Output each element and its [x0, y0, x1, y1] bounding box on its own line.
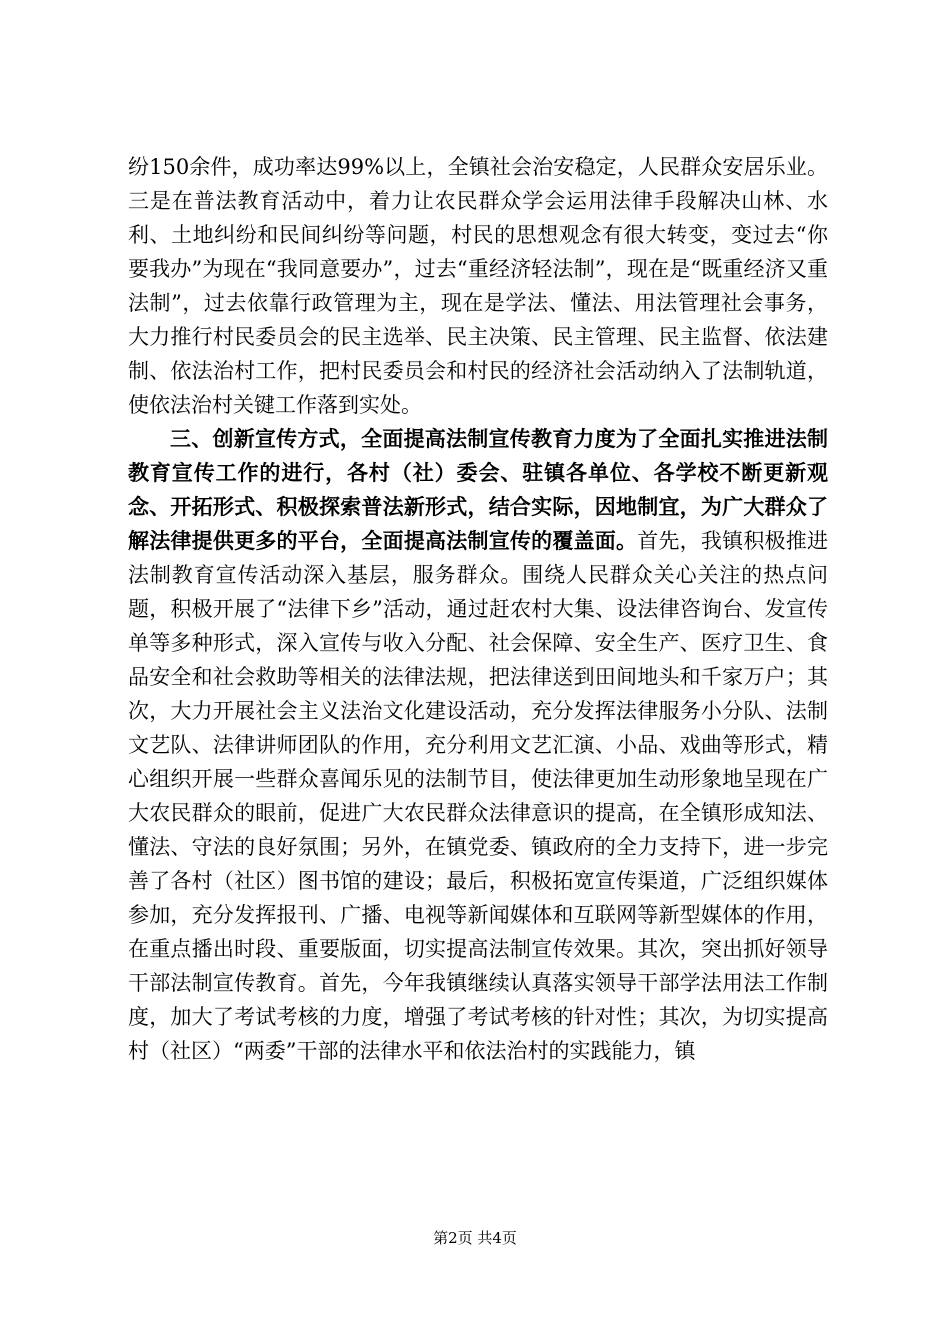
section-heading: 三、创新宣传方式，全面提高法制宣传教育力度为了全面扎实推进法制教育宣传工作的进行，各村（社）委会、驻镇各单位、各学校不断更新观念、开拓形式、积极探索普法新形式，结合实际，因地制宜，为广大群众了解法律提供更多的平台，全面提高法制宣传的覆盖面。 — [128, 426, 828, 553]
document-body — [128, 150, 828, 1068]
section-body: 首先，我镇积极推进法制教育宣传活动深入基层，服务群众。围绕人民群众关心关注的热点问题，积极开展了“法律下乡”活动，通过赶农村大集、设法律咨询台、发宣传单等多种形式，深入宣传与收入分配、社会保障、安全生产、医疗卫生、食品安全和社会救助等相关的法律法规，把法律送到田间地头和千家万户；其次，大力开展社会主义法治文化建设活动，充分发挥法律服务小分队、法制文艺队、法律讲师团队的作用，充分利用文艺汇演、小品、戏曲等形式，精心组织开展一些群众喜闻乐见的法制节目，使法律更加生动形象地呈现在广大农民群众的眼前，促进广大农民群众法律意识的提高，在全镇形成知法、懂法、守法的良好氛围；另外，在镇党委、镇政府的全力支持下，进一步完善了各村（社区）图书馆的建设；最后，积极拓宽宣传渠道，广泛组织媒体参加，充分发挥报刊、广播、电视等新闻媒体和互联网等新型媒体的作用，在重点播出时段、重要版面，切实提高法制宣传效果。其次，突出抓好领导干部法制宣传教育。首先，今年我镇继续认真落实领导干部学法用法工作制度，加大了考试考核的力度，增强了考试考核的针对性；其次，为切实提高村（社区）“两委”干部的法律水平和依法治村的实践能力，镇 — [128, 529, 828, 1063]
paragraph-continuation: 纷150余件，成功率达99%以上，全镇社会治安稳定，人民群众安居乐业。三是在普法教育活动中，着力让农民群众学会运用法律手段解决山林、水利、土地纠纷和民间纠纷等问题，村民的思想观念有很大转变，变过去“你要我办”为现在“我同意要办”，过去“重经济轻法制”，现在是“既重经济又重法制”，过去依靠行政管理为主，现在是学法、懂法、用法管理社会事务，大力推行村民委员会的民主选举、民主决策、民主管理、民主监督、依法建制、依法治村工作，把村民委员会和村民的经济社会活动纳入了法制轨道，使依法治村关键工作落到实处。 — [128, 155, 828, 417]
page-footer: 第2页 共4页 — [433, 1229, 517, 1247]
paragraph-section-three — [128, 422, 828, 1068]
